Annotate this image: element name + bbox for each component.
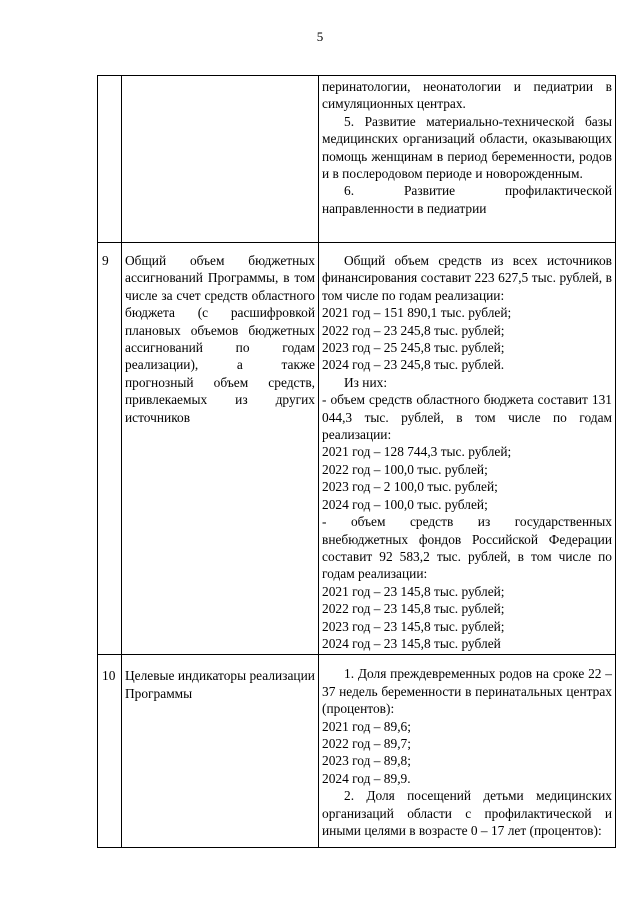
funding-year-line: 2023 год – 23 145,8 тыс. рублей;	[322, 618, 505, 634]
row-name-cell: Общий объем бюджетных ассигнований Программы, в том числе за счет средств областного бюджета (с расшифровкой плановых объемов бюджетных ассигнований по годам реализации), а также прогнозный объем средств, привлекаемых из других источников	[122, 243, 319, 655]
table-row	[98, 655, 616, 848]
row-number-cell	[98, 76, 122, 243]
paragraph: 6. Развитие профилактической направленности в педиатрии	[322, 183, 612, 216]
indicator-year-line: 2024 год – 89,9.	[322, 770, 411, 786]
funding-year-line: 2023 год – 25 245,8 тыс. рублей;	[322, 340, 505, 356]
row-number-cell: 10	[98, 655, 122, 848]
regional-budget-text: - объем средств областного бюджета составит 131 044,3 тыс. рублей, в том числе по годам реализации:	[322, 392, 612, 443]
funding-intro: Общий объем средств из всех источников финансирования составит 223 627,5 тыс. рублей, в том числе по годам реализации:	[322, 253, 612, 303]
federal-funds-text: - объем средств из государственных внебюджетных фондов Российской Федерации составит 92 583,2 тыс. рублей, в том числе по годам реализации:	[322, 514, 612, 582]
program-passport-table	[97, 75, 616, 848]
paragraph: перинатологии, неонатологии и педиатрии в симуляционных центрах.	[322, 79, 612, 112]
row-content-cell	[319, 76, 616, 243]
row-name-cell: Целевые индикаторы реализации Программы	[122, 655, 319, 848]
table-row	[98, 76, 616, 243]
funding-year-line: 2022 год – 23 245,8 тыс. рублей;	[322, 322, 505, 338]
funding-year-line: 2021 год – 151 890,1 тыс. рублей;	[322, 305, 512, 321]
funding-year-line: 2024 год – 23 145,8 тыс. рублей	[322, 635, 501, 651]
row-content-cell	[319, 243, 616, 655]
funding-year-line: 2021 год – 23 145,8 тыс. рублей;	[322, 583, 505, 599]
funding-year-line: 2024 год – 23 245,8 тыс. рублей.	[322, 357, 505, 373]
indicator-year-line: 2021 год – 89,6;	[322, 718, 411, 734]
paragraph: 5. Развитие материально-технической базы медицинских организаций области, оказывающих помощь женщинам в период беременности, родов и в послеродовом периоде и новорожденным.	[322, 113, 612, 182]
row-number-cell: 9	[98, 243, 122, 655]
indicator-text: 1. Доля преждевременных родов на сроке 22 – 37 недель беременности в перинатальных центрах (процентов):	[322, 666, 612, 717]
page-number: 5	[316, 29, 324, 44]
funding-year-line: 2024 год – 100,0 тыс. рублей;	[322, 496, 488, 512]
funding-year-line: 2021 год – 128 744,3 тыс. рублей;	[322, 444, 512, 460]
indicator-text: 2. Доля посещений детьми медицинских организаций области с профилактической и иными целями в возрасте 0 – 17 лет (процентов):	[322, 788, 612, 838]
table-row	[98, 243, 616, 655]
funding-year-line: 2022 год – 100,0 тыс. рублей;	[322, 461, 488, 477]
row-content-cell	[319, 655, 616, 848]
funding-year-line: 2023 год – 2 100,0 тыс. рублей;	[322, 479, 498, 495]
of-them-label: Из них:	[344, 374, 388, 390]
indicator-year-line: 2023 год – 89,8;	[322, 753, 411, 769]
funding-year-line: 2022 год – 23 145,8 тыс. рублей;	[322, 601, 505, 617]
indicator-year-line: 2022 год – 89,7;	[322, 735, 411, 751]
row-name-cell	[122, 76, 319, 243]
